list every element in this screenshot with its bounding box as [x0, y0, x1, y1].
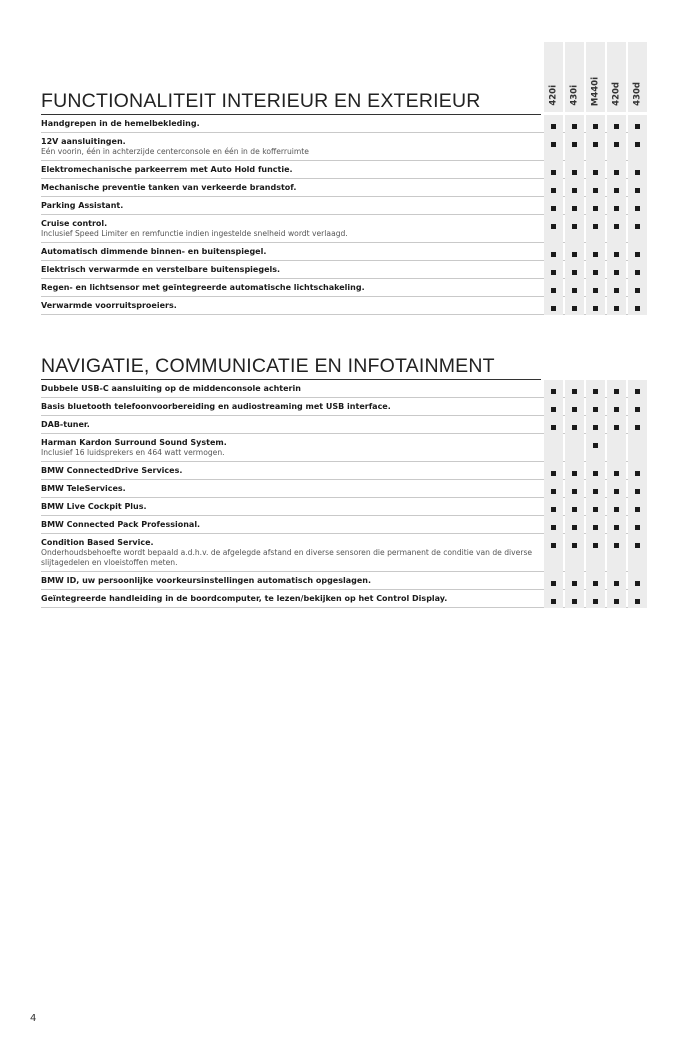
standard-equipment-marker-icon: [614, 142, 619, 147]
model-cell: [544, 243, 563, 261]
model-cell: [565, 243, 584, 261]
table-row: [41, 297, 640, 315]
standard-equipment-marker-icon: [593, 288, 598, 293]
feature-description: [41, 401, 544, 412]
feature-subtitle: Onderhoudsbehoefte wordt bepaald a.d.h.v. de afgelegde afstand en diverse sensoren die permanent de conditie van de diverse slijtagedelen en vloeistoffen meten.: [41, 548, 533, 567]
feature-description: [41, 419, 544, 430]
table-row: [41, 480, 640, 498]
feature-title: Geïntegreerde handleiding in de boordcomputer, te lezen/bekijken op het Control Display.: [41, 594, 448, 603]
standard-equipment-marker-icon: [572, 288, 577, 293]
feature-description: [41, 437, 544, 458]
standard-equipment-marker-icon: [572, 489, 577, 494]
model-cell: [565, 434, 584, 462]
standard-equipment-marker-icon: [635, 581, 640, 586]
model-cell: [586, 179, 605, 197]
standard-equipment-marker-icon: [572, 188, 577, 193]
model-cell: [544, 434, 563, 462]
standard-equipment-marker-icon: [593, 142, 598, 147]
standard-equipment-marker-icon: [635, 543, 640, 548]
standard-equipment-marker-icon: [572, 270, 577, 275]
standard-equipment-marker-icon: [551, 170, 556, 175]
feature-description: [41, 593, 544, 604]
table-row: [41, 516, 640, 534]
feature-title: BMW ConnectedDrive Services.: [41, 466, 183, 475]
feature-description: [41, 465, 544, 476]
model-cell: [544, 197, 563, 215]
model-cell: [607, 261, 626, 279]
feature-title: Parking Assistant.: [41, 201, 124, 210]
table-row: [41, 462, 640, 480]
feature-title: Harman Kardon Surround Sound System.: [41, 438, 227, 447]
model-cell: [607, 133, 626, 161]
feature-title: Basis bluetooth telefoonvoorbereiding en audiostreaming met USB interface.: [41, 402, 391, 411]
model-label: 430i: [569, 85, 580, 106]
table-row: [41, 161, 640, 179]
model-cell: [607, 416, 626, 434]
model-cell: [607, 434, 626, 462]
model-cell: [628, 398, 647, 416]
model-cell: [565, 215, 584, 243]
model-cell: [607, 462, 626, 480]
model-cell: [565, 462, 584, 480]
standard-equipment-marker-icon: [614, 407, 619, 412]
standard-equipment-marker-icon: [635, 471, 640, 476]
standard-equipment-marker-icon: [635, 425, 640, 430]
model-cell: [586, 590, 605, 608]
feature-description: [41, 300, 544, 311]
model-cell: [565, 279, 584, 297]
feature-title: Automatisch dimmende binnen- en buitenspiegel.: [41, 247, 267, 256]
feature-description: [41, 118, 544, 129]
model-cell: [628, 462, 647, 480]
model-cell: [544, 161, 563, 179]
model-cell: [607, 197, 626, 215]
standard-equipment-marker-icon: [593, 389, 598, 394]
model-cell: [586, 416, 605, 434]
standard-equipment-marker-icon: [635, 489, 640, 494]
table-row: [41, 398, 640, 416]
model-label: 420d: [611, 82, 622, 106]
standard-equipment-marker-icon: [614, 489, 619, 494]
model-cell: [565, 115, 584, 133]
model-cell: [586, 197, 605, 215]
standard-equipment-marker-icon: [635, 599, 640, 604]
model-cell: [565, 572, 584, 590]
feature-title: Elektromechanische parkeerrem met Auto Hold functie.: [41, 165, 293, 174]
model-cell: [565, 179, 584, 197]
model-cell: [565, 516, 584, 534]
standard-equipment-marker-icon: [572, 525, 577, 530]
model-cell: [565, 590, 584, 608]
feature-title: 12V aansluitingen.: [41, 137, 126, 146]
feature-description: [41, 383, 544, 394]
standard-equipment-marker-icon: [551, 188, 556, 193]
standard-equipment-marker-icon: [572, 252, 577, 257]
model-cell: [628, 480, 647, 498]
model-cell: [586, 480, 605, 498]
table-row: [41, 133, 640, 161]
standard-equipment-marker-icon: [593, 599, 598, 604]
section-title: NAVIGATIE, COMMUNICATIE EN INFOTAINMENT: [41, 353, 541, 380]
model-cell: [586, 261, 605, 279]
model-label: 430d: [632, 82, 643, 106]
feature-title: Verwarmde voorruitsproeiers.: [41, 301, 177, 310]
feature-subtitle: Inclusief Speed Limiter en remfunctie indien ingestelde snelheid wordt verlaagd.: [41, 229, 348, 238]
table-row: [41, 416, 640, 434]
model-cell: [544, 380, 563, 398]
model-cell: [628, 297, 647, 315]
model-cell: [607, 179, 626, 197]
model-cell: [607, 215, 626, 243]
model-cell: [544, 115, 563, 133]
feature-description: [41, 264, 544, 275]
standard-equipment-marker-icon: [593, 270, 598, 275]
standard-equipment-marker-icon: [593, 543, 598, 548]
feature-title: Dubbele USB-C aansluiting op de middenconsole achterin: [41, 384, 301, 393]
feature-description: [41, 519, 544, 530]
standard-equipment-marker-icon: [635, 389, 640, 394]
model-cell: [544, 297, 563, 315]
feature-description: [41, 537, 544, 568]
standard-equipment-marker-icon: [572, 425, 577, 430]
table-row: [41, 215, 640, 243]
model-cell: [586, 279, 605, 297]
table-row: [41, 590, 640, 608]
feature-title: DAB-tuner.: [41, 420, 90, 429]
section-functionaliteit: [41, 88, 640, 315]
table-row: [41, 498, 640, 516]
standard-equipment-marker-icon: [572, 507, 577, 512]
model-cell: [607, 398, 626, 416]
standard-equipment-marker-icon: [572, 581, 577, 586]
model-cell: [544, 590, 563, 608]
model-cell: [544, 572, 563, 590]
standard-equipment-marker-icon: [572, 599, 577, 604]
standard-equipment-marker-icon: [635, 206, 640, 211]
model-cell: [544, 480, 563, 498]
model-cell: [565, 161, 584, 179]
standard-equipment-marker-icon: [614, 507, 619, 512]
model-cell: [607, 297, 626, 315]
model-cell: [628, 197, 647, 215]
standard-equipment-marker-icon: [551, 543, 556, 548]
standard-equipment-marker-icon: [593, 525, 598, 530]
model-cell: [544, 179, 563, 197]
standard-equipment-marker-icon: [551, 507, 556, 512]
standard-equipment-marker-icon: [614, 389, 619, 394]
model-cell: [628, 161, 647, 179]
standard-equipment-marker-icon: [614, 525, 619, 530]
model-cell: [607, 534, 626, 572]
standard-equipment-marker-icon: [593, 443, 598, 448]
feature-title: Handgrepen in de hemelbekleding.: [41, 119, 200, 128]
feature-table: [41, 380, 640, 608]
model-cell: [544, 215, 563, 243]
standard-equipment-marker-icon: [593, 407, 598, 412]
feature-title: BMW ID, uw persoonlijke voorkeursinstellingen automatisch opgeslagen.: [41, 576, 372, 585]
standard-equipment-marker-icon: [572, 471, 577, 476]
standard-equipment-marker-icon: [572, 170, 577, 175]
standard-equipment-marker-icon: [635, 170, 640, 175]
standard-equipment-marker-icon: [614, 599, 619, 604]
model-cell: [628, 179, 647, 197]
standard-equipment-marker-icon: [635, 407, 640, 412]
standard-equipment-marker-icon: [614, 224, 619, 229]
model-cell: [628, 380, 647, 398]
model-cell: [586, 133, 605, 161]
standard-equipment-marker-icon: [635, 252, 640, 257]
model-cell: [565, 297, 584, 315]
standard-equipment-marker-icon: [572, 124, 577, 129]
model-cell: [586, 161, 605, 179]
standard-equipment-marker-icon: [551, 270, 556, 275]
standard-equipment-marker-icon: [572, 389, 577, 394]
standard-equipment-marker-icon: [635, 188, 640, 193]
standard-equipment-marker-icon: [572, 142, 577, 147]
standard-equipment-marker-icon: [635, 224, 640, 229]
feature-subtitle: Inclusief 16 luidsprekers en 464 watt vermogen.: [41, 448, 225, 457]
model-cell: [544, 416, 563, 434]
standard-equipment-marker-icon: [551, 599, 556, 604]
table-row: [41, 434, 640, 462]
standard-equipment-marker-icon: [593, 306, 598, 311]
model-cell: [544, 279, 563, 297]
standard-equipment-marker-icon: [635, 525, 640, 530]
standard-equipment-marker-icon: [593, 224, 598, 229]
model-cell: [544, 133, 563, 161]
feature-description: [41, 282, 544, 293]
standard-equipment-marker-icon: [614, 306, 619, 311]
standard-equipment-marker-icon: [572, 206, 577, 211]
standard-equipment-marker-icon: [614, 471, 619, 476]
standard-equipment-marker-icon: [635, 288, 640, 293]
model-cell: [565, 380, 584, 398]
standard-equipment-marker-icon: [614, 581, 619, 586]
model-cell: [607, 279, 626, 297]
feature-title: Condition Based Service.: [41, 538, 154, 547]
model-cell: [565, 398, 584, 416]
standard-equipment-marker-icon: [593, 581, 598, 586]
model-cell: [586, 115, 605, 133]
table-row: [41, 197, 640, 215]
model-cell: [586, 462, 605, 480]
standard-equipment-marker-icon: [572, 224, 577, 229]
feature-title: Mechanische preventie tanken van verkeerde brandstof.: [41, 183, 297, 192]
model-cell: [565, 261, 584, 279]
model-cell: [544, 398, 563, 416]
model-cell: [607, 115, 626, 133]
model-cell: [586, 572, 605, 590]
model-cell: [607, 380, 626, 398]
table-row: [41, 380, 640, 398]
standard-equipment-marker-icon: [635, 142, 640, 147]
section-navigatie: [41, 353, 640, 608]
feature-description: [41, 136, 544, 157]
feature-description: [41, 483, 544, 494]
model-cell: [544, 498, 563, 516]
model-cell: [628, 133, 647, 161]
model-cell: [586, 398, 605, 416]
table-row: [41, 243, 640, 261]
model-cell: [586, 498, 605, 516]
model-cell: [544, 261, 563, 279]
standard-equipment-marker-icon: [551, 389, 556, 394]
standard-equipment-marker-icon: [572, 306, 577, 311]
standard-equipment-marker-icon: [593, 124, 598, 129]
section-title: FUNCTIONALITEIT INTERIEUR EN EXTERIEUR: [41, 88, 541, 115]
model-cell: [607, 161, 626, 179]
standard-equipment-marker-icon: [551, 288, 556, 293]
model-cell: [628, 498, 647, 516]
standard-equipment-marker-icon: [593, 489, 598, 494]
feature-table: [41, 115, 640, 315]
standard-equipment-marker-icon: [635, 507, 640, 512]
feature-description: [41, 246, 544, 257]
feature-title: Elektrisch verwarmde en verstelbare buitenspiegels.: [41, 265, 281, 274]
feature-title: Cruise control.: [41, 219, 108, 228]
standard-equipment-marker-icon: [614, 170, 619, 175]
feature-description: [41, 200, 544, 211]
model-cell: [586, 380, 605, 398]
feature-subtitle: Eén voorin, één in achterzijde centerconsole en één in de kofferruimte: [41, 147, 309, 156]
standard-equipment-marker-icon: [551, 489, 556, 494]
feature-description: [41, 218, 544, 239]
feature-title: BMW TeleServices.: [41, 484, 126, 493]
standard-equipment-marker-icon: [593, 471, 598, 476]
feature-title: Regen- en lichtsensor met geïntegreerde automatische lichtschakeling.: [41, 283, 365, 292]
model-cell: [586, 297, 605, 315]
page-number: 4: [30, 1013, 37, 1024]
feature-title: BMW Connected Pack Professional.: [41, 520, 201, 529]
standard-equipment-marker-icon: [593, 425, 598, 430]
model-label: M440i: [590, 76, 601, 106]
model-cell: [607, 590, 626, 608]
model-cell: [565, 534, 584, 572]
standard-equipment-marker-icon: [572, 543, 577, 548]
standard-equipment-marker-icon: [614, 252, 619, 257]
standard-equipment-marker-icon: [614, 270, 619, 275]
model-cell: [565, 480, 584, 498]
standard-equipment-marker-icon: [593, 252, 598, 257]
standard-equipment-marker-icon: [551, 252, 556, 257]
table-row: [41, 261, 640, 279]
standard-equipment-marker-icon: [614, 188, 619, 193]
model-cell: [607, 516, 626, 534]
model-cell: [586, 243, 605, 261]
model-cell: [565, 197, 584, 215]
model-cell: [628, 243, 647, 261]
standard-equipment-marker-icon: [614, 543, 619, 548]
standard-equipment-marker-icon: [551, 206, 556, 211]
standard-equipment-marker-icon: [635, 306, 640, 311]
standard-equipment-marker-icon: [551, 306, 556, 311]
feature-description: [41, 575, 544, 586]
standard-equipment-marker-icon: [593, 170, 598, 175]
standard-equipment-marker-icon: [614, 425, 619, 430]
standard-equipment-marker-icon: [635, 270, 640, 275]
standard-equipment-marker-icon: [593, 188, 598, 193]
standard-equipment-marker-icon: [551, 425, 556, 430]
model-cell: [607, 243, 626, 261]
model-cell: [628, 590, 647, 608]
model-cell: [628, 434, 647, 462]
model-cell: [586, 434, 605, 462]
model-cell: [628, 115, 647, 133]
standard-equipment-marker-icon: [551, 471, 556, 476]
table-row: [41, 534, 640, 572]
model-cell: [628, 215, 647, 243]
standard-equipment-marker-icon: [614, 288, 619, 293]
standard-equipment-marker-icon: [551, 407, 556, 412]
model-cell: [544, 516, 563, 534]
feature-description: [41, 164, 544, 175]
model-cell: [628, 261, 647, 279]
model-cell: [586, 534, 605, 572]
standard-equipment-marker-icon: [551, 581, 556, 586]
standard-equipment-marker-icon: [551, 142, 556, 147]
model-cell: [544, 462, 563, 480]
table-row: [41, 572, 640, 590]
standard-equipment-marker-icon: [551, 224, 556, 229]
model-cell: [607, 498, 626, 516]
model-cell: [628, 416, 647, 434]
model-cell: [628, 279, 647, 297]
model-cell: [544, 534, 563, 572]
model-cell: [628, 516, 647, 534]
standard-equipment-marker-icon: [635, 124, 640, 129]
model-cell: [607, 480, 626, 498]
standard-equipment-marker-icon: [593, 206, 598, 211]
standard-equipment-marker-icon: [572, 407, 577, 412]
model-cell: [628, 534, 647, 572]
table-row: [41, 179, 640, 197]
model-cell: [565, 416, 584, 434]
feature-description: [41, 182, 544, 193]
model-cell: [586, 215, 605, 243]
standard-equipment-marker-icon: [614, 206, 619, 211]
feature-description: [41, 501, 544, 512]
feature-title: BMW Live Cockpit Plus.: [41, 502, 147, 511]
standard-equipment-marker-icon: [593, 507, 598, 512]
standard-equipment-marker-icon: [551, 525, 556, 530]
table-row: [41, 115, 640, 133]
model-cell: [607, 572, 626, 590]
model-label: 420i: [548, 85, 559, 106]
model-cell: [586, 516, 605, 534]
model-cell: [565, 133, 584, 161]
model-cell: [565, 498, 584, 516]
standard-equipment-marker-icon: [551, 124, 556, 129]
model-cell: [628, 572, 647, 590]
standard-equipment-marker-icon: [614, 124, 619, 129]
table-row: [41, 279, 640, 297]
